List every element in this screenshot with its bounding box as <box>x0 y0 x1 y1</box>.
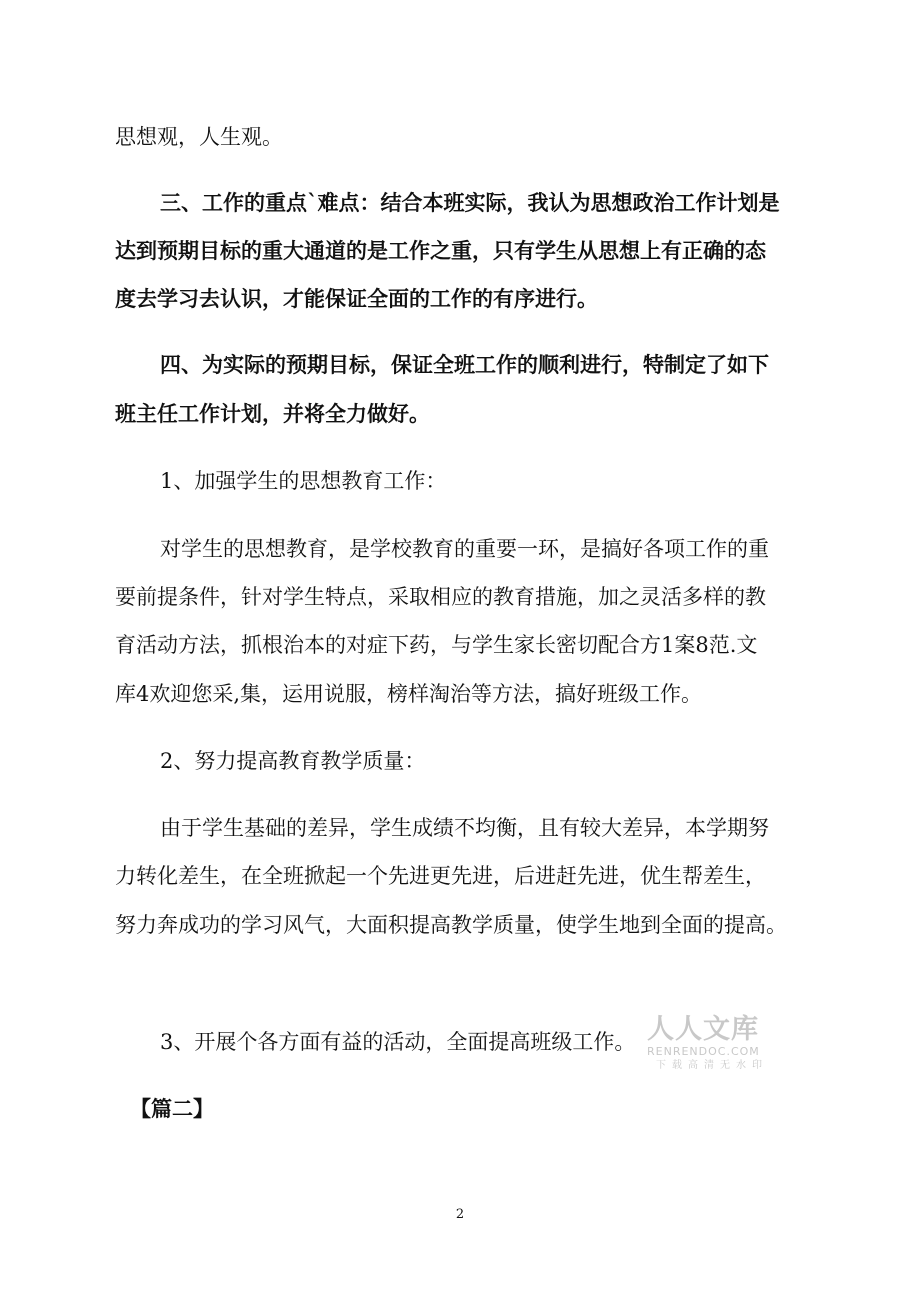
item-one-body-line-3: 育活动方法，抓根治本的对症下药，与学生家长密切配合方1案8范.文 <box>115 633 758 657</box>
section-three-line-1: 三、工作的重点`难点：结合本班实际，我认为思想政治工作计划是 <box>160 190 780 215</box>
section-three-line-3: 度去学习去认识，才能保证全面的工作的有序进行。 <box>115 286 598 311</box>
item-one-body-line-4: 库4欢迎您采,集，运用说服，榜样淘治等方法，搞好班级工作。 <box>115 682 703 706</box>
section-three-line-2: 达到预期目标的重大通道的是工作之重，只有学生从思想上有正确的态 <box>115 238 766 263</box>
item-one-body-line-1: 对学生的思想教育，是学校教育的重要一环，是搞好各项工作的重 <box>160 537 769 561</box>
item-three-heading: 3、开展个各方面有益的活动，全面提高班级工作。 <box>160 1030 636 1054</box>
section-heading-part-two: 【篇二】 <box>130 1096 214 1121</box>
section-four-line-2: 班主任工作计划，并将全力做好。 <box>115 401 430 426</box>
paragraph-line-1: 思想观，人生观。 <box>115 125 283 149</box>
item-two-body-line-3: 努力奔成功的学习风气，大面积提高教学质量，使学生地到全面的提高。 <box>115 913 787 937</box>
page-number: 2 <box>455 1207 465 1222</box>
watermark-subtitle: 下载高清无水印 <box>656 1060 768 1071</box>
item-one-body-line-2: 要前提条件，针对学生特点，采取相应的教育措施，加之灵活多样的教 <box>115 585 766 609</box>
watermark-url: RENRENDOC.COM <box>647 1045 760 1058</box>
item-two-body-line-1: 由于学生基础的差异，学生成绩不均衡，且有较大差异，本学期努 <box>160 816 769 840</box>
item-two-body-line-2: 力转化差生，在全班掀起一个先进更先进，后进赶先进，优生帮差生， <box>115 864 766 888</box>
item-one-heading: 1、加强学生的思想教育工作： <box>160 469 447 493</box>
watermark-logo <box>647 1015 777 1077</box>
watermark-title: 人人文库 <box>647 1014 759 1045</box>
item-two-heading: 2、努力提高教育教学质量： <box>160 749 426 773</box>
section-four-line-1: 四、为实际的预期目标，保证全班工作的顺利进行，特制定了如下 <box>160 352 769 377</box>
